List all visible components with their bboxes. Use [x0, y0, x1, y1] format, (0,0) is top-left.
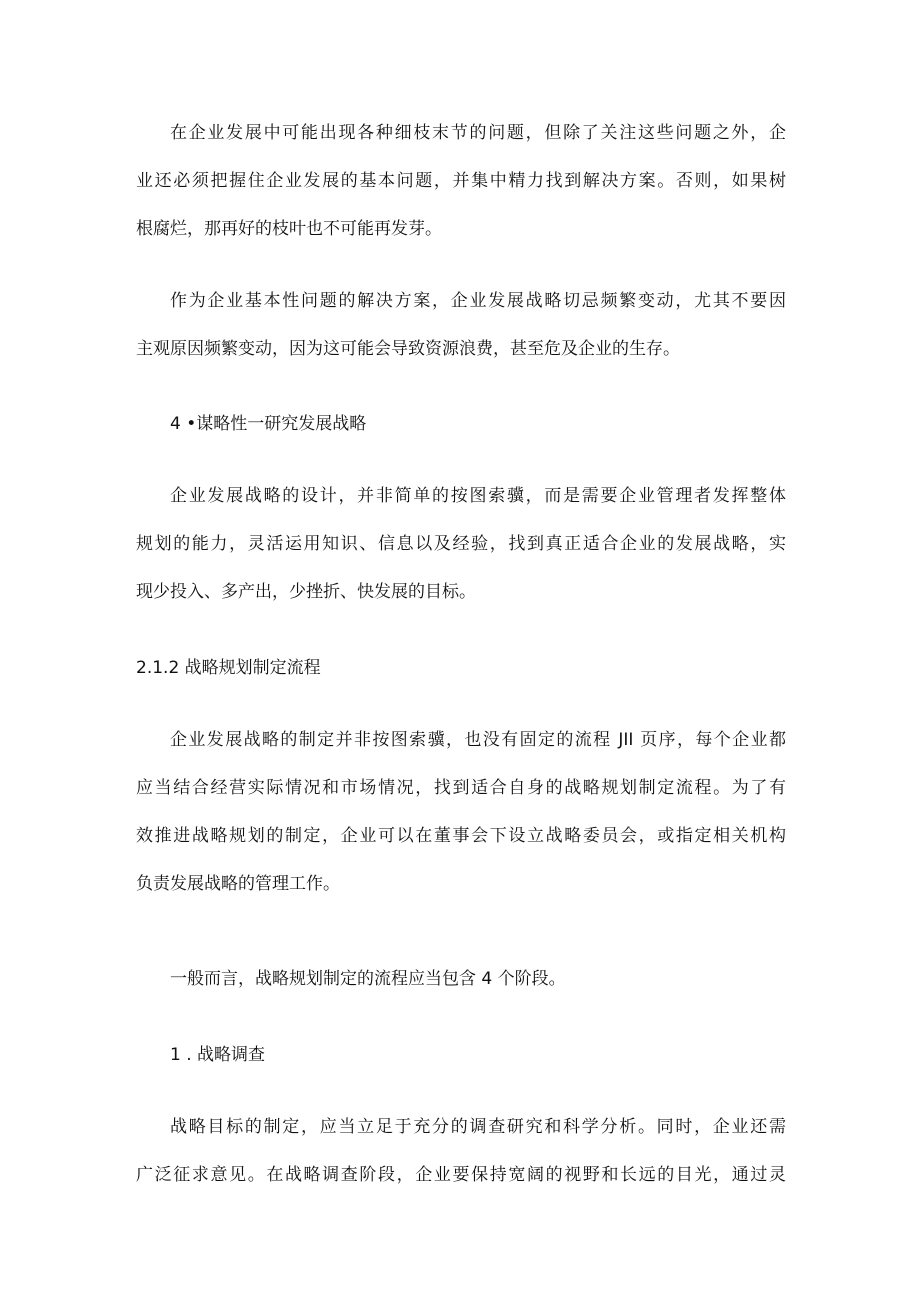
section-heading-4: 4 •谋略性一研究发展战略 [170, 414, 367, 434]
paragraph-5-line-1: 一般而言，战略规划制定的流程应当包含 4 个阶段。 [170, 969, 566, 989]
paragraph-3-line-1: 企业发展战略的设计，并非简单的按图索骥，而是需要企业管理者发挥整体 [170, 486, 786, 506]
paragraph-4-line-3: 效推进战略规划的制定，企业可以在董事会下设立战略委员会，或指定相关机构 [136, 826, 786, 846]
paragraph-1-line-3: 根腐烂，那再好的枝叶也不可能再发芽。 [136, 219, 442, 239]
paragraph-4-line-1: 企业发展战略的制定并非按图索骥，也没有固定的流程 JII 页序，每个企业都 [170, 730, 786, 750]
paragraph-1-line-1: 在企业发展中可能出现各种细枝末节的问题，但除了关注这些问题之外，企 [170, 123, 786, 143]
paragraph-2-line-2: 主观原因频繁变动，因为这可能会导致资源浪费，甚至危及企业的生存。 [136, 339, 680, 359]
section-heading-1: 1 . 战略调查 [170, 1045, 266, 1065]
paragraph-3-line-2: 规划的能力，灵活运用知识、信息以及经验，找到真正适合企业的发展战略，实 [136, 534, 786, 554]
section-heading-2-1-2: 2.1.2 战略规划制定流程 [136, 658, 321, 678]
paragraph-4-line-4: 负责发展战略的管理工作。 [136, 874, 340, 894]
paragraph-4-line-2: 应当结合经营实际情况和市场情况，找到适合自身的战略规划制定流程。为了有 [136, 778, 786, 798]
paragraph-3-line-3: 现少投入、多产出，少挫折、快发展的目标。 [136, 582, 476, 602]
paragraph-1-line-2: 业还必须把握住企业发展的基本问题，并集中精力找到解决方案。否则，如果树 [136, 171, 786, 191]
paragraph-6-line-1: 战略目标的制定，应当立足于充分的调查研究和科学分析。同时，企业还需 [170, 1117, 786, 1137]
paragraph-2-line-1: 作为企业基本性问题的解决方案，企业发展战略切忌频繁变动，尤其不要因 [170, 291, 786, 311]
paragraph-6-line-2: 广泛征求意见。在战略调查阶段，企业要保持宽阔的视野和长远的目光，通过灵 [136, 1165, 786, 1185]
